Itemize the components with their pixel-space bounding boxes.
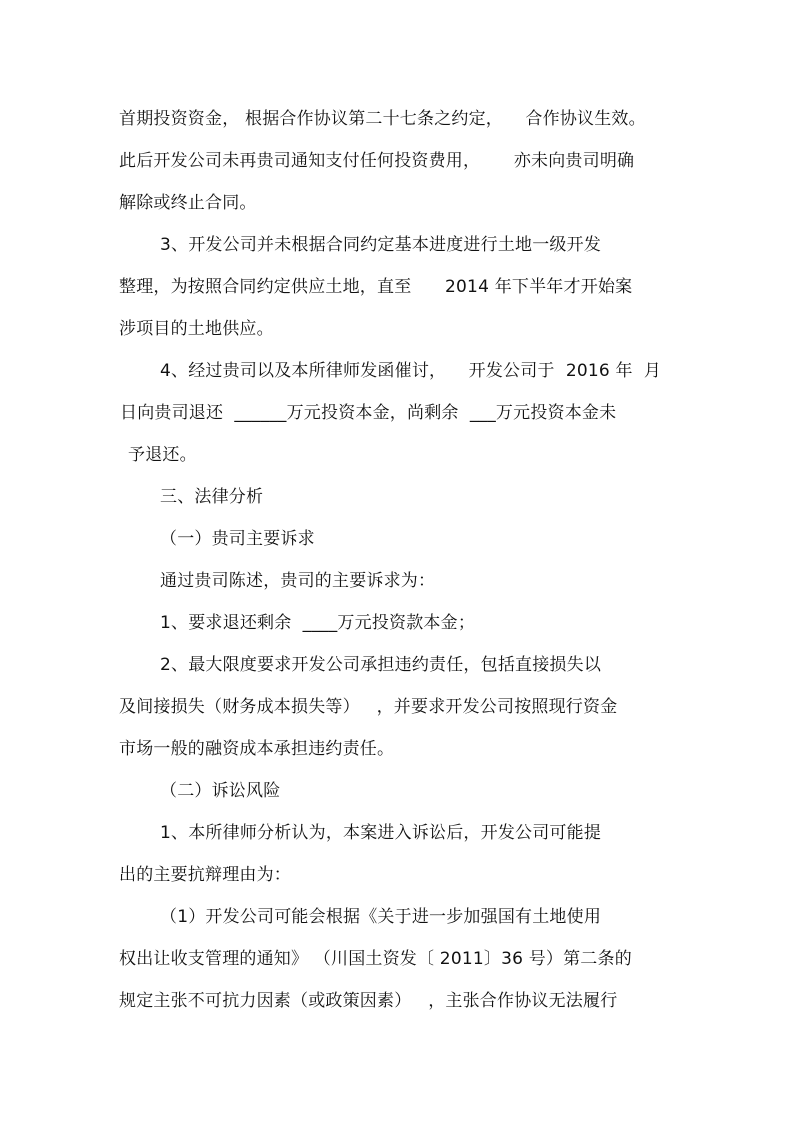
text-line: （1）开发公司可能会根据《关于进一步加强国有土地使用 xyxy=(160,907,602,927)
text-line: 市场一般的融资成本承担违约责任。 xyxy=(119,739,395,759)
text-line: 出的主要抗辩理由为： xyxy=(119,865,291,885)
text-line: 规定主张不可抗力因素（或政策因素） ，主张合作协议无法履行 xyxy=(119,991,618,1011)
text-line: 解除或终止合同。 xyxy=(119,193,257,213)
text-line: 涉项目的土地供应。 xyxy=(119,319,274,339)
section-heading: 三、法律分析 xyxy=(160,487,264,507)
text-line: 4、经过贵司以及本所律师发函催讨， 开发公司于 2016 年 月 xyxy=(160,361,662,381)
text-line: 及间接损失（财务成本损失等） ，并要求开发公司按照现行资金 xyxy=(119,697,618,717)
text-line: 2、最大限度要求开发公司承担违约责任，包括直接损失以 xyxy=(160,655,602,675)
text-line: 3、开发公司并未根据合同约定基本进度进行土地一级开发 xyxy=(160,235,602,255)
text-line: 予退还。 xyxy=(128,445,197,465)
text-line: 此后开发公司未再贵司通知支付任何投资费用， 亦未向贵司明确 xyxy=(119,151,635,171)
subsection-heading: （二）诉讼风险 xyxy=(160,781,281,801)
text-line: 日向贵司退还 ______万元投资本金，尚剩余 ___万元投资本金未 xyxy=(120,403,617,423)
text-line: 整理，为按照合同约定供应土地，直至 2014 年下半年才开始案 xyxy=(119,277,633,297)
subsection-heading: （一）贵司主要诉求 xyxy=(160,529,315,549)
text-line: 权出让收支管理的通知》 （川国土资发〔 2011〕36 号）第二条的 xyxy=(119,949,632,969)
text-line: 1、本所律师分析认为，本案进入诉讼后，开发公司可能提 xyxy=(160,823,602,843)
text-line: 通过贵司陈述，贵司的主要诉求为： xyxy=(160,571,436,591)
text-line: 1、要求退还剩余 ____万元投资款本金； xyxy=(160,613,476,633)
text-line: 首期投资资金， 根据合作协议第二十七条之约定， 合作协议生效。 xyxy=(119,109,646,129)
